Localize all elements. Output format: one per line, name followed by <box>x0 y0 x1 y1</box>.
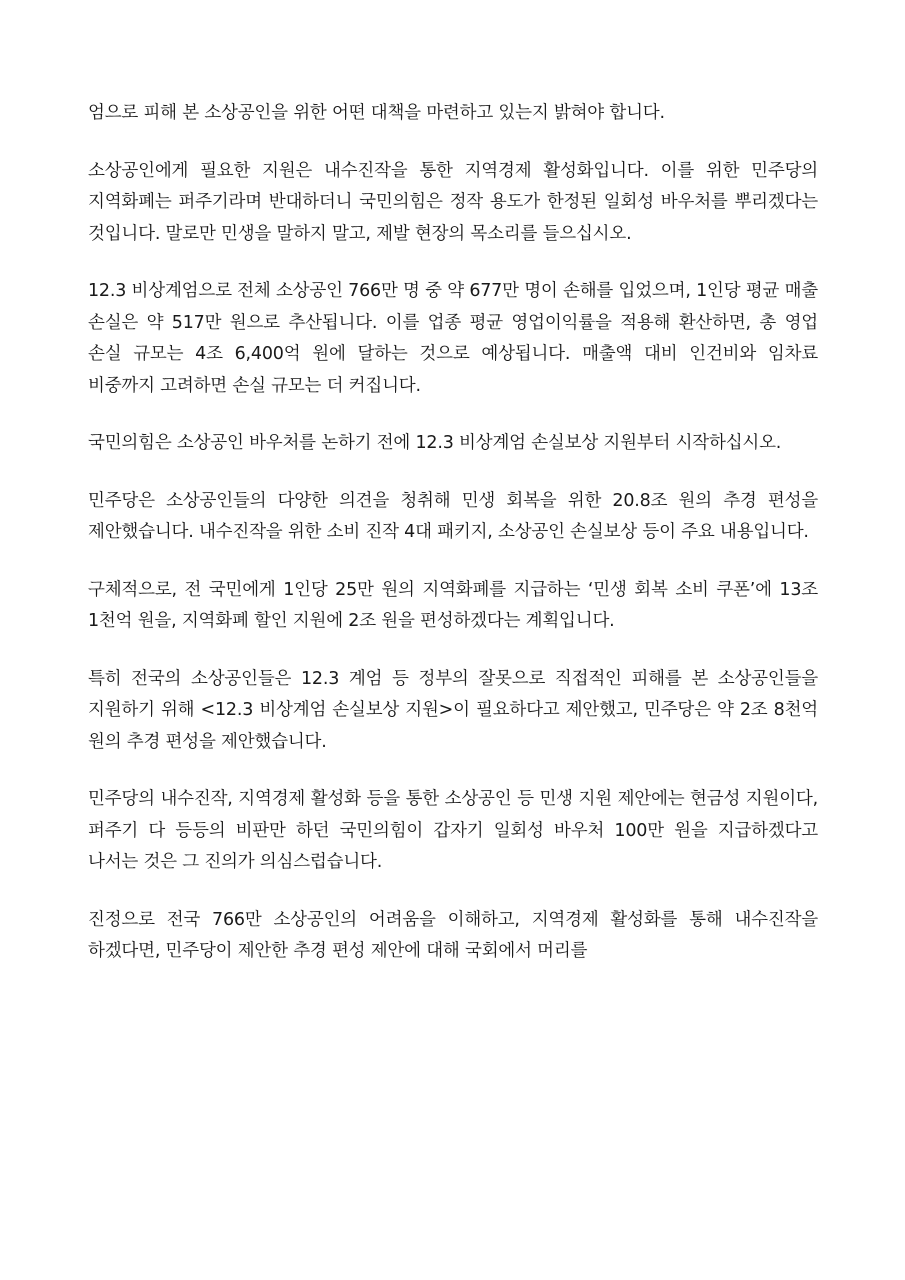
paragraph-6: 구체적으로, 전 국민에게 1인당 25만 원의 지역화폐를 지급하는 ‘민생 회복 소비 쿠폰’에 13조 1천억 원을, 지역화폐 할인 지원에 2조 원을 편성하겠다는 계획입니다. <box>88 579 818 631</box>
paragraph-5: 민주당은 소상공인들의 다양한 의견을 청취해 민생 회복을 위한 20.8조 원의 추경 편성을 제안했습니다. 내수진작을 위한 소비 진작 4대 패키지, 소상공인 손실보상 등이 주요 내용입니다. <box>88 490 818 542</box>
paragraph-4: 국민의힘은 소상공인 바우처를 논하기 전에 12.3 비상계엄 손실보상 지원부터 시작하십시오. <box>88 433 782 453</box>
paragraph-1: 엄으로 피해 본 소상공인을 위한 어떤 대책을 마련하고 있는지 밝혀야 합니다. <box>88 103 665 123</box>
paragraph-8: 민주당의 내수진작, 지역경제 활성화 등을 통한 소상공인 등 민생 지원 제안에는 현금성 지원이다, 퍼주기 다 등등의 비판만 하던 국민의힘이 갑자기 일회성 바우처 100만 원을 지급하겠다고 나서는 것은 그 진의가 의심스럽습니다. <box>88 789 818 872</box>
document-body <box>88 98 818 994</box>
paragraph-3: 12.3 비상계엄으로 전체 소상공인 766만 명 중 약 677만 명이 손해를 입었으며, 1인당 평균 매출 손실은 약 517만 원으로 추산됩니다. 이를 업종 평균 영업이익률을 적용해 환산하면, 총 영업 손실 규모는 4조 6,400억 원에 달하는 것으로 예상됩니다. 매출액 대비 인건비와 임차료 비중까지 고려하면 손실 규모는 더 커집니다. <box>88 281 818 396</box>
paragraph-2: 소상공인에게 필요한 지원은 내수진작을 통한 지역경제 활성화입니다. 이를 위한 민주당의 지역화폐는 퍼주기라며 반대하더니 국민의힘은 정작 용도가 한정된 일회성 바우처를 뿌리겠다는 것입니다. 말로만 민생을 말하지 말고, 제발 현장의 목소리를 들으십시오. <box>88 160 818 244</box>
paragraph-7: 특히 전국의 소상공인들은 12.3 계엄 등 정부의 잘못으로 직접적인 피해를 본 소상공인들을 지원하기 위해 <12.3 비상계엄 손실보상 지원>이 필요하다고 제안했고, 민주당은 약 2조 8천억 원의 추경 편성을 제안했습니다. <box>88 668 818 752</box>
paragraph-9: 진정으로 전국 766만 소상공인의 어려움을 이해하고, 지역경제 활성화를 통해 내수진작을 하겠다면, 민주당이 제안한 추경 편성 제안에 대해 국회에서 머리를 <box>88 909 818 961</box>
